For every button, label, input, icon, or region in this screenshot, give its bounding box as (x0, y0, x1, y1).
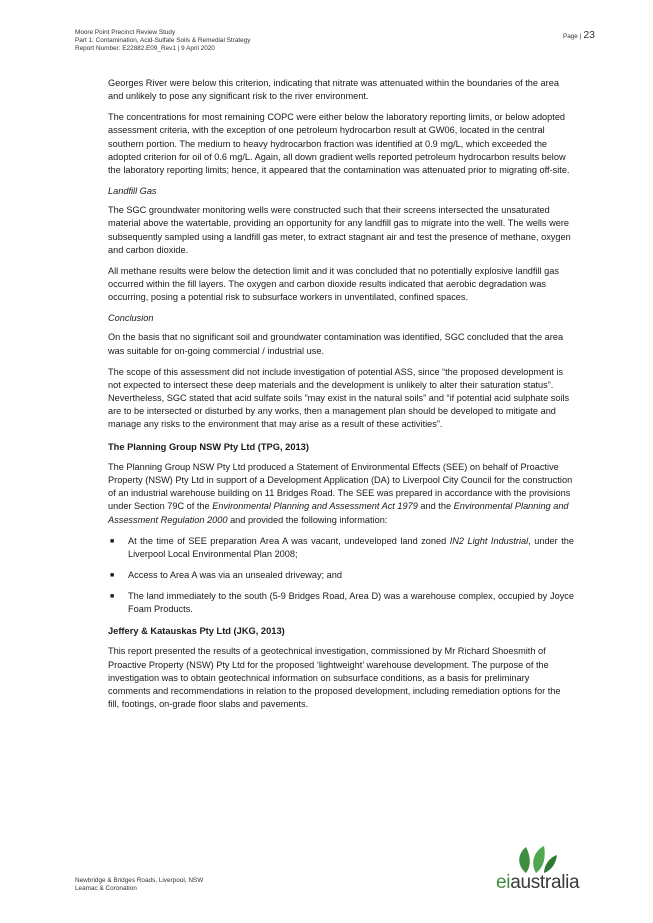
footer-client: Leamac & Coronation (75, 885, 137, 893)
subheading-conclusion: Conclusion (108, 313, 154, 324)
paragraph: On the basis that no significant soil and groundwater contamination was identified, SGC concluded that the area was suitable for on-going commercial / industrial use. (108, 332, 564, 356)
footer-site-address: Newbridge & Bridges Roads, Liverpool, NSW (75, 877, 204, 884)
logo-ei: ei (496, 872, 511, 893)
text-span: , under the Liverpool Local Environmental Plan 2008; (128, 535, 574, 559)
zoning-name: IN2 Light Industrial (449, 535, 529, 546)
page-header (75, 29, 495, 54)
bullet-icon: ■ (110, 537, 115, 545)
paragraph (108, 461, 574, 527)
page-footer (75, 877, 203, 893)
paragraph: The scope of this assessment did not include investigation of potential ASS, since “the proposed development is not expected to intersect these deep materials and the development is unlikely to alter their saturation status”. Nevertheless, SGC stated that acid sulfate soils ”may exist in the natural soils” and “if potential acid sulphate soils are to be intersected or disturbed by any works, then a management plan should be developed to mitigate and manage any risks to the environment that may arise as a result of these activities”. (108, 366, 570, 430)
subheading-landfill-gas: Landfill Gas (108, 186, 157, 197)
logo-australia: australia (510, 872, 580, 893)
header-part-title: Part 1: Contamination, Acid-Sulfate Soils & Remedial Strategy (75, 37, 251, 45)
header-report-number: Report Number: E22882.E09_Rev1 | 9 April 2020 (75, 45, 215, 53)
text-span: The Planning Group NSW Pty Ltd produced a Statement of Environmental Effects (SEE) on behalf of Proactive Property (NSW) Pty Ltd in support of a Development Application (DA) to Liverpool City Council for the construction of an industrial warehouse building on 11 Bridges Road. The SEE was prepared in accordance with the provisions under Section 79C of the (108, 461, 573, 512)
logo-wordmark (496, 872, 579, 894)
header-project-title: Moore Point Precinct Review Study (75, 29, 176, 36)
bullet-icon: ■ (110, 592, 115, 600)
regulation-title: Environmental Planning and Assessment Regulation 2000 (108, 501, 569, 525)
text-span: and the (417, 501, 454, 512)
list-item (108, 590, 574, 616)
bullet-icon: ■ (110, 571, 115, 579)
paragraph: The concentrations for most remaining COPC were either below the laboratory reporting limits, or below adopted assessment criteria, with the exception of one petroleum hydrocarbon result at GW06, located in the central southern portion. The medium to heavy hydrocarbon fraction was identified at 0.9 mg/L, which exceeded the adopted criterion for oil of 0.6 mg/L. Again, all down gradient wells reported petroleum hydrocarbon results below the laboratory reporting limits; hence, it appeared that the contamination was attenuated prior to migrating off-site. (108, 112, 570, 176)
text-span: At the time of SEE preparation Area A was vacant, undeveloped land zoned (128, 535, 450, 546)
page-number-value: 23 (583, 29, 595, 41)
paragraph: This report presented the results of a geotechnical investigation, commissioned by Mr Richard Shoesmith of Proactive Property (NSW) Pty Ltd for the proposed ‘lightweight’ warehouse development. The purpose of the investigation was to obtain geotechnical information on subsurface conditions, as a basis for preliminary comments and recommendations in relation to the proposed development, including remediation options for the fill, footings, on-grade floor slabs and pavements. (108, 646, 561, 710)
paragraph: The SGC groundwater monitoring wells were constructed such that their screens intersected the unsaturated material above the watertable, providing an opportunity for any landfill gas to migrate into the well. The wells were subsequently sampled using a landfill gas meter, to extract stagnant air and test the presence of methane, oxygen and carbon dioxide. (108, 205, 571, 255)
text-span: The land immediately to the south (5-9 Bridges Road, Area D) was a warehouse complex, occupied by Joyce Foam Products. (128, 590, 574, 615)
eiaustralia-logo (496, 845, 596, 895)
text-span: and provided the following information: (227, 514, 388, 525)
paragraph: All methane results were below the detection limit and it was concluded that no potentially explosive landfill gas occurred within the fill layers. The oxygen and carbon dioxide results indicated that aerobic degradation was occurring, posing a potential risk to subsurface workers in unventilated, confined spaces. (108, 265, 559, 303)
page-number-label: Page | (562, 33, 582, 40)
page-number (563, 29, 595, 41)
bullet-list (108, 535, 574, 617)
act-title: Environmental Planning and Assessment Act 1979 (212, 501, 418, 512)
section-heading-jkg: Jeffery & Katauskas Pty Ltd (JKG, 2013) (108, 626, 285, 637)
section-heading-tpg: The Planning Group NSW Pty Ltd (TPG, 2013) (108, 441, 309, 452)
list-item (108, 535, 574, 561)
paragraph: Georges River were below this criterion, indicating that nitrate was attenuated within the boundaries of the area and unlikely to pose any significant risk to the river environment. (108, 78, 559, 102)
text-span: Access to Area A was via an unsealed driveway; and (128, 569, 342, 580)
leaf-icon (514, 845, 558, 875)
main-content (108, 77, 574, 719)
list-item (108, 569, 574, 582)
